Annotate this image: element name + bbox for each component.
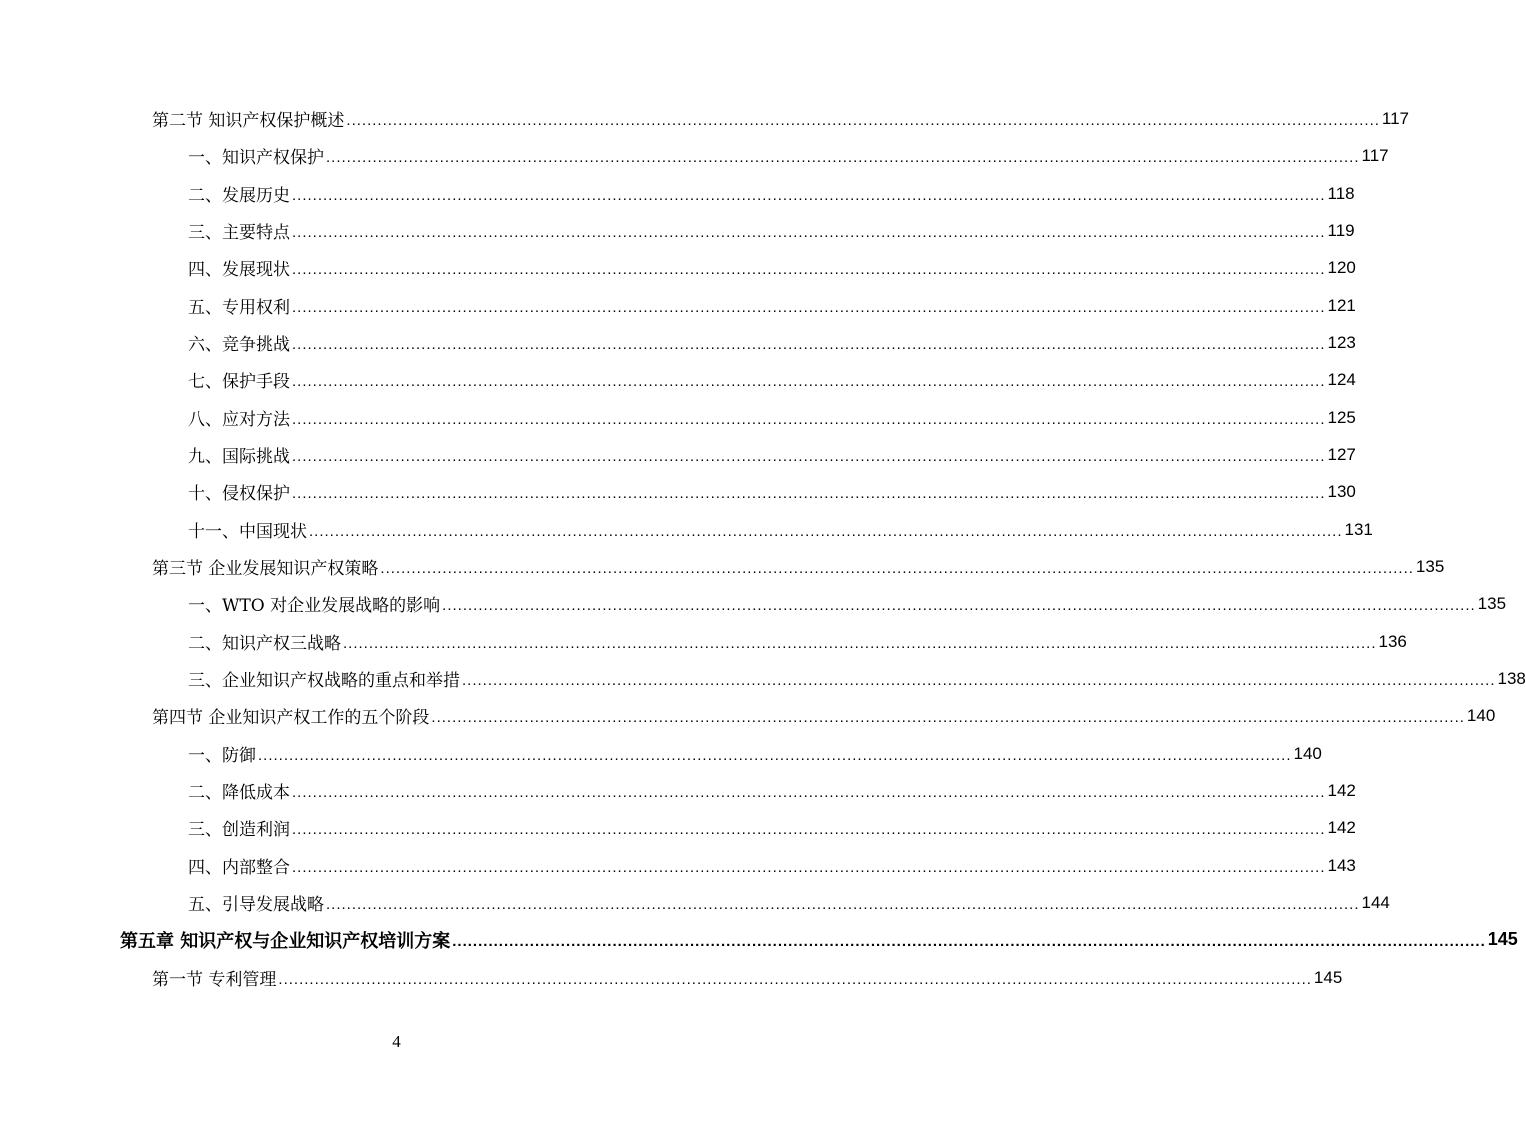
toc-entry[interactable] xyxy=(188,623,1407,660)
toc-entry-title: 二、降低成本 xyxy=(188,783,290,803)
toc-entry[interactable] xyxy=(188,436,1356,473)
toc-entry-page: 136 xyxy=(1378,631,1407,651)
dot-leader: ........................................................................................................................................................................................................ xyxy=(292,372,1326,390)
dot-leader: ........................................................................................................................................................................................................ xyxy=(292,783,1326,801)
toc-entry-title: 十、侵权保护 xyxy=(188,484,290,504)
toc-entry-page: 144 xyxy=(1361,892,1390,912)
toc-entry[interactable] xyxy=(188,847,1356,884)
toc-entry-title: 三、企业知识产权战略的重点和举措 xyxy=(188,671,460,691)
toc-entry-page: 117 xyxy=(1361,145,1389,165)
dot-leader: ........................................................................................................................................................................................................ xyxy=(309,522,1343,540)
toc-entry[interactable] xyxy=(188,772,1356,809)
toc-entry-title: 五、引导发展战略 xyxy=(188,895,324,915)
toc-entry[interactable] xyxy=(188,212,1355,249)
toc-entry-title: 二、知识产权三战略 xyxy=(188,634,341,654)
dot-leader: ........................................................................................................................................................................................................ xyxy=(292,298,1326,316)
toc-entry[interactable] xyxy=(188,175,1355,212)
dot-leader: ........................................................................................................................................................................................................ xyxy=(292,410,1326,428)
toc-entry-title: 第三节 企业发展知识产权策略 xyxy=(152,559,379,579)
toc-entry-page: 143 xyxy=(1327,855,1356,875)
dot-leader: ........................................................................................................................................................................................................ xyxy=(462,671,1496,689)
toc-entry-title: 二、发展历史 xyxy=(188,186,290,206)
toc-entry-page: 120 xyxy=(1327,257,1356,277)
dot-leader: ........................................................................................................................................................................................................ xyxy=(431,708,1465,726)
toc-entry-page: 135 xyxy=(1415,556,1445,576)
dot-leader: ........................................................................................................................................................................................................ xyxy=(258,746,1292,764)
dot-leader: ........................................................................................................................................................................................................ xyxy=(442,596,1476,614)
toc-entry-page: 145 xyxy=(1487,929,1518,949)
dot-leader: ........................................................................................................................................................................................................ xyxy=(292,335,1326,353)
dot-leader: ........................................................................................................................................................................................................ xyxy=(326,148,1360,166)
dot-leader: ........................................................................................................................................................................................................ xyxy=(292,820,1326,838)
toc-entry-section-2[interactable] xyxy=(152,100,1410,137)
toc-entry-title: 十一、中国现状 xyxy=(188,522,307,542)
toc-entry[interactable] xyxy=(188,361,1356,398)
toc-entry-page: 119 xyxy=(1327,220,1355,240)
toc-entry-page: 125 xyxy=(1327,407,1356,427)
toc-entry-title: 第二节 知识产权保护概述 xyxy=(152,111,345,131)
toc-entry[interactable] xyxy=(188,473,1356,510)
toc-entry-title: 第四节 企业知识产权工作的五个阶段 xyxy=(152,708,430,728)
toc-entry-title: 七、保护手段 xyxy=(188,372,290,392)
toc-entry-page: 135 xyxy=(1477,593,1507,613)
toc-entry[interactable] xyxy=(188,585,1507,622)
toc-entry-title: 一、WTO 对企业发展战略的影响 xyxy=(188,596,441,616)
toc-entry-page: 121 xyxy=(1327,295,1356,315)
dot-leader: ........................................................................................................................................................................................................ xyxy=(326,895,1360,913)
dot-leader: ........................................................................................................................................................................................................ xyxy=(452,932,1486,950)
toc-entry-page: 145 xyxy=(1313,967,1343,987)
toc-entry-page: 138 xyxy=(1497,668,1526,688)
dot-leader: ........................................................................................................................................................................................................ xyxy=(343,634,1377,652)
dot-leader: ........................................................................................................................................................................................................ xyxy=(292,186,1326,204)
dot-leader: ........................................................................................................................................................................................................ xyxy=(292,260,1326,278)
toc-entry-page: 123 xyxy=(1327,332,1356,352)
dot-leader: ........................................................................................................................................................................................................ xyxy=(292,223,1326,241)
toc-entry[interactable] xyxy=(188,399,1356,436)
toc-entry-page: 131 xyxy=(1344,519,1373,539)
toc-entry-section-4[interactable] xyxy=(152,697,1496,734)
toc-entry-title: 五、专用权利 xyxy=(188,298,290,318)
toc-entry[interactable] xyxy=(188,735,1322,772)
toc-entry[interactable] xyxy=(188,660,1526,697)
toc-entry-title: 一、防御 xyxy=(188,746,256,766)
toc-entry-title: 四、发展现状 xyxy=(188,260,290,280)
dot-leader: ........................................................................................................................................................................................................ xyxy=(278,970,1312,988)
toc-entry-page: 118 xyxy=(1327,183,1355,203)
toc-entry-title: 第一节 专利管理 xyxy=(152,970,277,990)
toc-entry-section-1[interactable] xyxy=(152,959,1343,996)
toc-entry-page: 142 xyxy=(1327,817,1356,837)
dot-leader: ........................................................................................................................................................................................................ xyxy=(380,559,1414,577)
dot-leader: ........................................................................................................................................................................................................ xyxy=(292,858,1326,876)
toc-entry-title: 三、主要特点 xyxy=(188,223,290,243)
toc-entry[interactable] xyxy=(188,287,1356,324)
dot-leader: ........................................................................................................................................................................................................ xyxy=(346,111,1380,129)
toc-entry-title: 八、应对方法 xyxy=(188,410,290,430)
dot-leader: ........................................................................................................................................................................................................ xyxy=(292,447,1326,465)
toc-entry-title: 四、内部整合 xyxy=(188,858,290,878)
toc-entry-page: 130 xyxy=(1327,481,1356,501)
toc-entry-title: 第五章 知识产权与企业知识产权培训方案 xyxy=(120,930,451,952)
toc-entry[interactable] xyxy=(188,809,1356,846)
toc-entry-page: 124 xyxy=(1327,369,1356,389)
toc-entry[interactable] xyxy=(188,249,1356,286)
toc-entry-title: 六、竞争挑战 xyxy=(188,335,290,355)
toc-entry[interactable] xyxy=(188,324,1356,361)
toc-entry-page: 140 xyxy=(1466,705,1496,725)
toc-entry[interactable] xyxy=(188,511,1373,548)
toc-entry-title: 三、创造利润 xyxy=(188,820,290,840)
page-number: 4 xyxy=(392,1032,401,1051)
toc-entry-page: 127 xyxy=(1327,444,1356,464)
toc-entry[interactable] xyxy=(188,884,1390,921)
toc-entry-page: 142 xyxy=(1327,780,1356,800)
toc-entry-page: 140 xyxy=(1293,743,1322,763)
toc-entry-title: 一、知识产权保护 xyxy=(188,148,324,168)
toc-entry-title: 九、国际挑战 xyxy=(188,447,290,467)
toc-entry-page: 117 xyxy=(1381,108,1410,128)
toc-entry-chapter-5[interactable] xyxy=(120,921,1518,958)
dot-leader: ........................................................................................................................................................................................................ xyxy=(292,484,1326,502)
toc-entry-section-3[interactable] xyxy=(152,548,1445,585)
toc-entry[interactable] xyxy=(188,137,1389,174)
